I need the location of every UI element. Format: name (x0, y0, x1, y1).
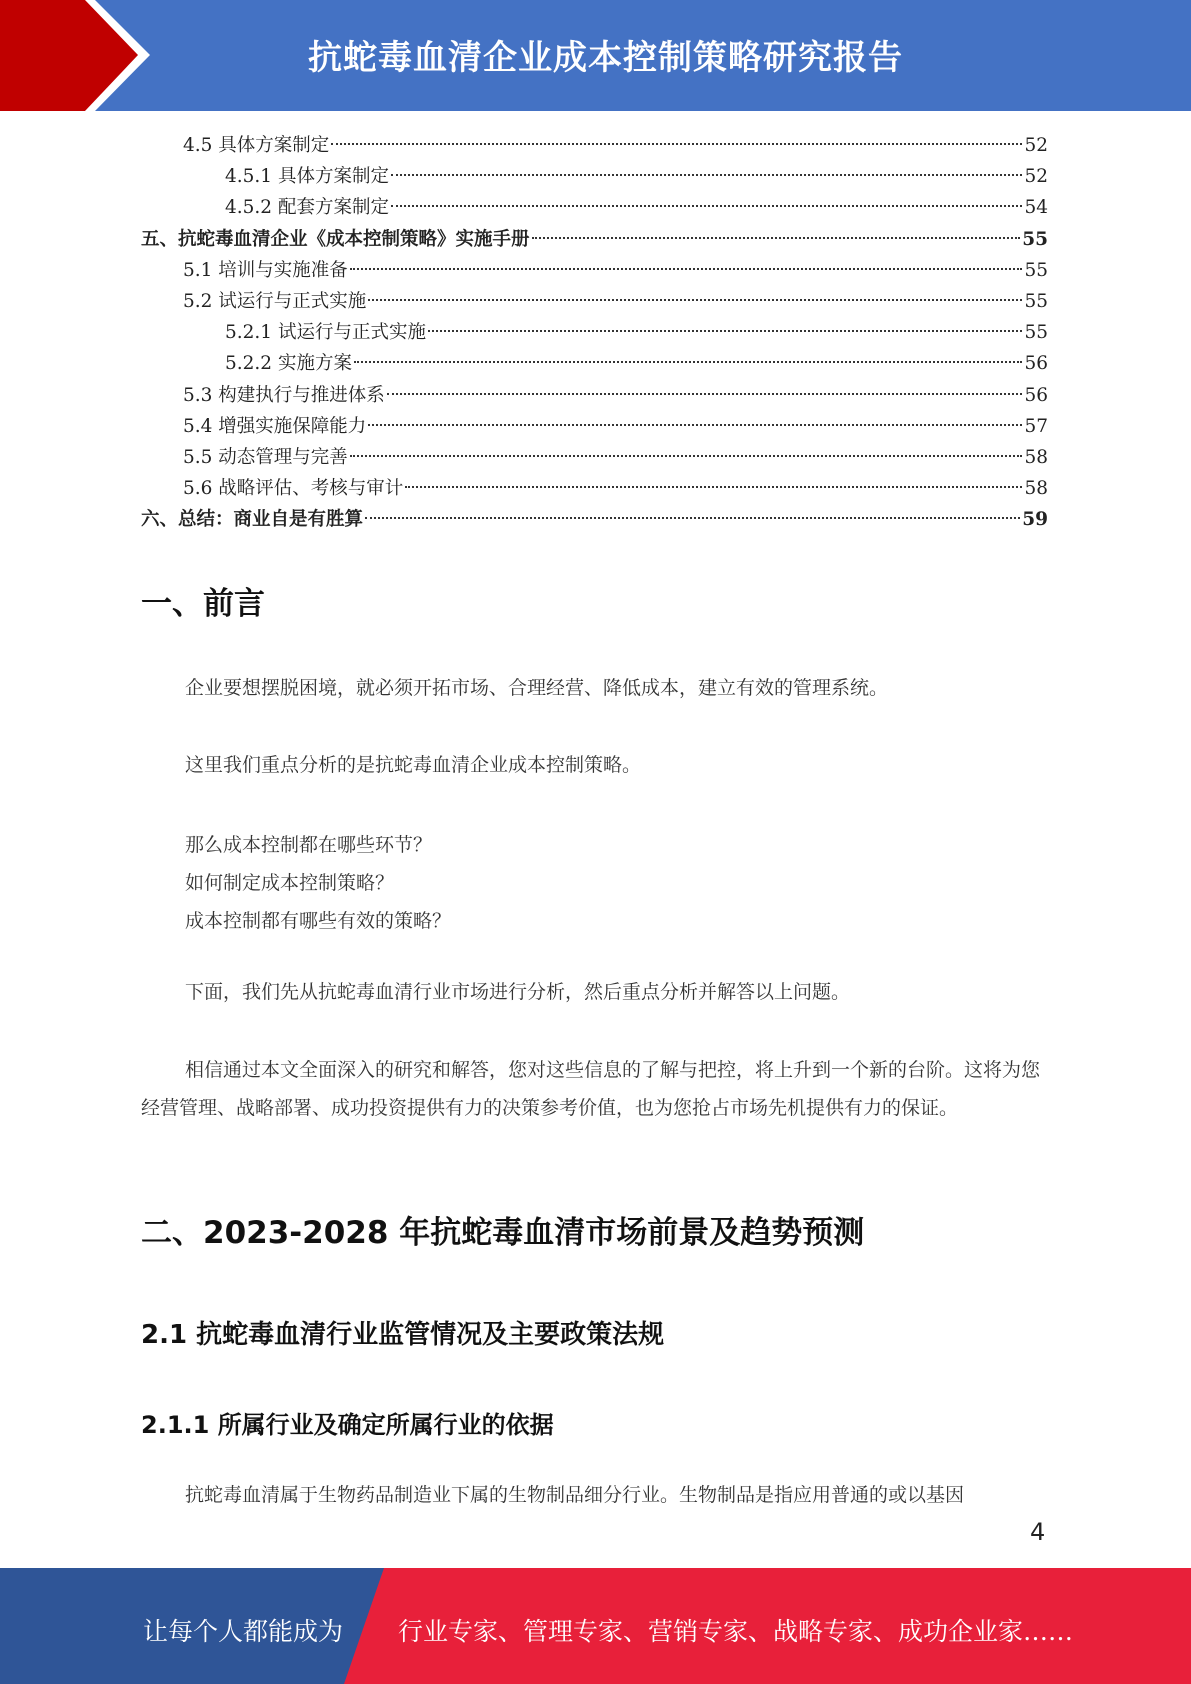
toc-entry[interactable] (141, 161, 1048, 192)
report-title: 抗蛇毒血清企业成本控制策略研究报告 (308, 38, 903, 78)
subsection-heading: 2.1 抗蛇毒血清行业监管情况及主要政策法规 (141, 1320, 665, 1350)
toc-entry[interactable] (141, 504, 1048, 535)
subsubsection-heading: 2.1.1 所属行业及确定所属行业的依据 (141, 1411, 554, 1439)
toc-entry[interactable] (141, 192, 1048, 223)
toc-entry[interactable] (141, 380, 1048, 411)
toc-entry[interactable] (141, 286, 1048, 317)
toc-leader-dots (391, 174, 1022, 176)
toc-entry[interactable] (141, 348, 1048, 379)
footer-slogan-right: 行业专家、管理专家、营销专家、战略专家、成功企业家…… (398, 1617, 1074, 1646)
toc-entry-title: 五、抗蛇毒血清企业《成本控制策略》实施手册 (141, 228, 530, 250)
toc-entry-page: 55 (1022, 228, 1048, 250)
toc-entry-title: 5.3 构建执行与推进体系 (183, 384, 385, 406)
paragraph: 相信通过本文全面深入的研究和解答，您对这些信息的了解与把控，将上升到一个新的台阶。这将为您经营管理、战略部署、成功投资提供有力的决策参考价值，也为您抢占市场先机提供有力的保证。 (141, 1059, 1041, 1119)
toc-leader-dots (428, 330, 1022, 332)
table-of-contents (141, 130, 1048, 535)
toc-entry[interactable] (141, 255, 1048, 286)
toc-entry[interactable] (141, 411, 1048, 442)
toc-leader-dots (365, 517, 1020, 519)
section-heading-market-forecast: 二、2023-2028 年抗蛇毒血清市场前景及趋势预测 (141, 1215, 865, 1251)
toc-entry-title: 4.5.1 具体方案制定 (225, 166, 389, 188)
toc-entry-title: 5.4 增强实施保障能力 (183, 415, 367, 437)
footer-slogan-left: 让每个人都能成为 (143, 1617, 344, 1646)
toc-entry-title: 5.2.2 实施方案 (225, 353, 352, 375)
header-banner (0, 0, 1191, 111)
footer-banner (0, 1568, 1191, 1684)
toc-entry-title: 4.5.2 配套方案制定 (225, 197, 389, 219)
paragraph: 这里我们重点分析的是抗蛇毒血清企业成本控制策略。 (185, 754, 642, 776)
paragraph: 下面，我们先从抗蛇毒血清行业市场进行分析，然后重点分析并解答以上问题。 (185, 981, 851, 1003)
toc-leader-dots (368, 299, 1022, 301)
toc-leader-dots (350, 455, 1023, 457)
toc-entry-page: 52 (1024, 166, 1048, 188)
toc-entry-page: 57 (1024, 415, 1048, 437)
toc-entry-title: 5.5 动态管理与完善 (183, 446, 348, 468)
toc-entry-title: 六、总结：商业自是有胜算 (141, 509, 364, 531)
toc-entry[interactable] (141, 224, 1048, 255)
paragraph: 抗蛇毒血清属于生物药品制造业下属的生物制品细分行业。生物制品是指应用普通的或以基因 (185, 1484, 965, 1506)
toc-leader-dots (354, 361, 1023, 363)
toc-leader-dots (387, 393, 1023, 395)
toc-entry-page: 55 (1024, 290, 1048, 312)
toc-entry[interactable] (141, 442, 1048, 473)
question-line: 成本控制都有哪些有效的策略？ (185, 910, 452, 932)
toc-entry-page: 59 (1022, 509, 1048, 531)
toc-leader-dots (350, 268, 1023, 270)
toc-entry-title: 5.2 试运行与正式实施 (183, 290, 367, 312)
toc-entry-page: 52 (1024, 135, 1048, 156)
section-heading-preface: 一、前言 (141, 586, 265, 622)
toc-entry-page: 56 (1024, 353, 1048, 375)
toc-entry-page: 55 (1024, 322, 1048, 344)
question-line: 如何制定成本控制策略？ (185, 872, 395, 894)
toc-entry-title: 5.6 战略评估、考核与审计 (183, 478, 404, 500)
toc-entry[interactable] (141, 130, 1048, 161)
toc-entry-page: 54 (1024, 197, 1048, 219)
toc-entry[interactable] (141, 473, 1048, 504)
toc-entry-page: 58 (1024, 446, 1048, 468)
page-number: 4 (1030, 1518, 1046, 1546)
toc-leader-dots (391, 205, 1022, 207)
toc-entry[interactable] (141, 317, 1048, 348)
toc-leader-dots (532, 237, 1021, 239)
toc-leader-dots (331, 143, 1022, 145)
toc-entry-title: 4.5 具体方案制定 (183, 135, 330, 156)
toc-entry-title: 5.1 培训与实施准备 (183, 259, 348, 281)
paragraph: 企业要想摆脱困境，就必须开拓市场、合理经营、降低成本，建立有效的管理系统。 (185, 677, 889, 699)
toc-entry-title: 5.2.1 试运行与正式实施 (225, 322, 426, 344)
toc-leader-dots (405, 486, 1022, 488)
toc-entry-page: 58 (1024, 478, 1048, 500)
question-line: 那么成本控制都在哪些环节？ (185, 834, 433, 856)
toc-leader-dots (368, 424, 1022, 426)
toc-entry-page: 56 (1024, 384, 1048, 406)
toc-entry-page: 55 (1024, 259, 1048, 281)
